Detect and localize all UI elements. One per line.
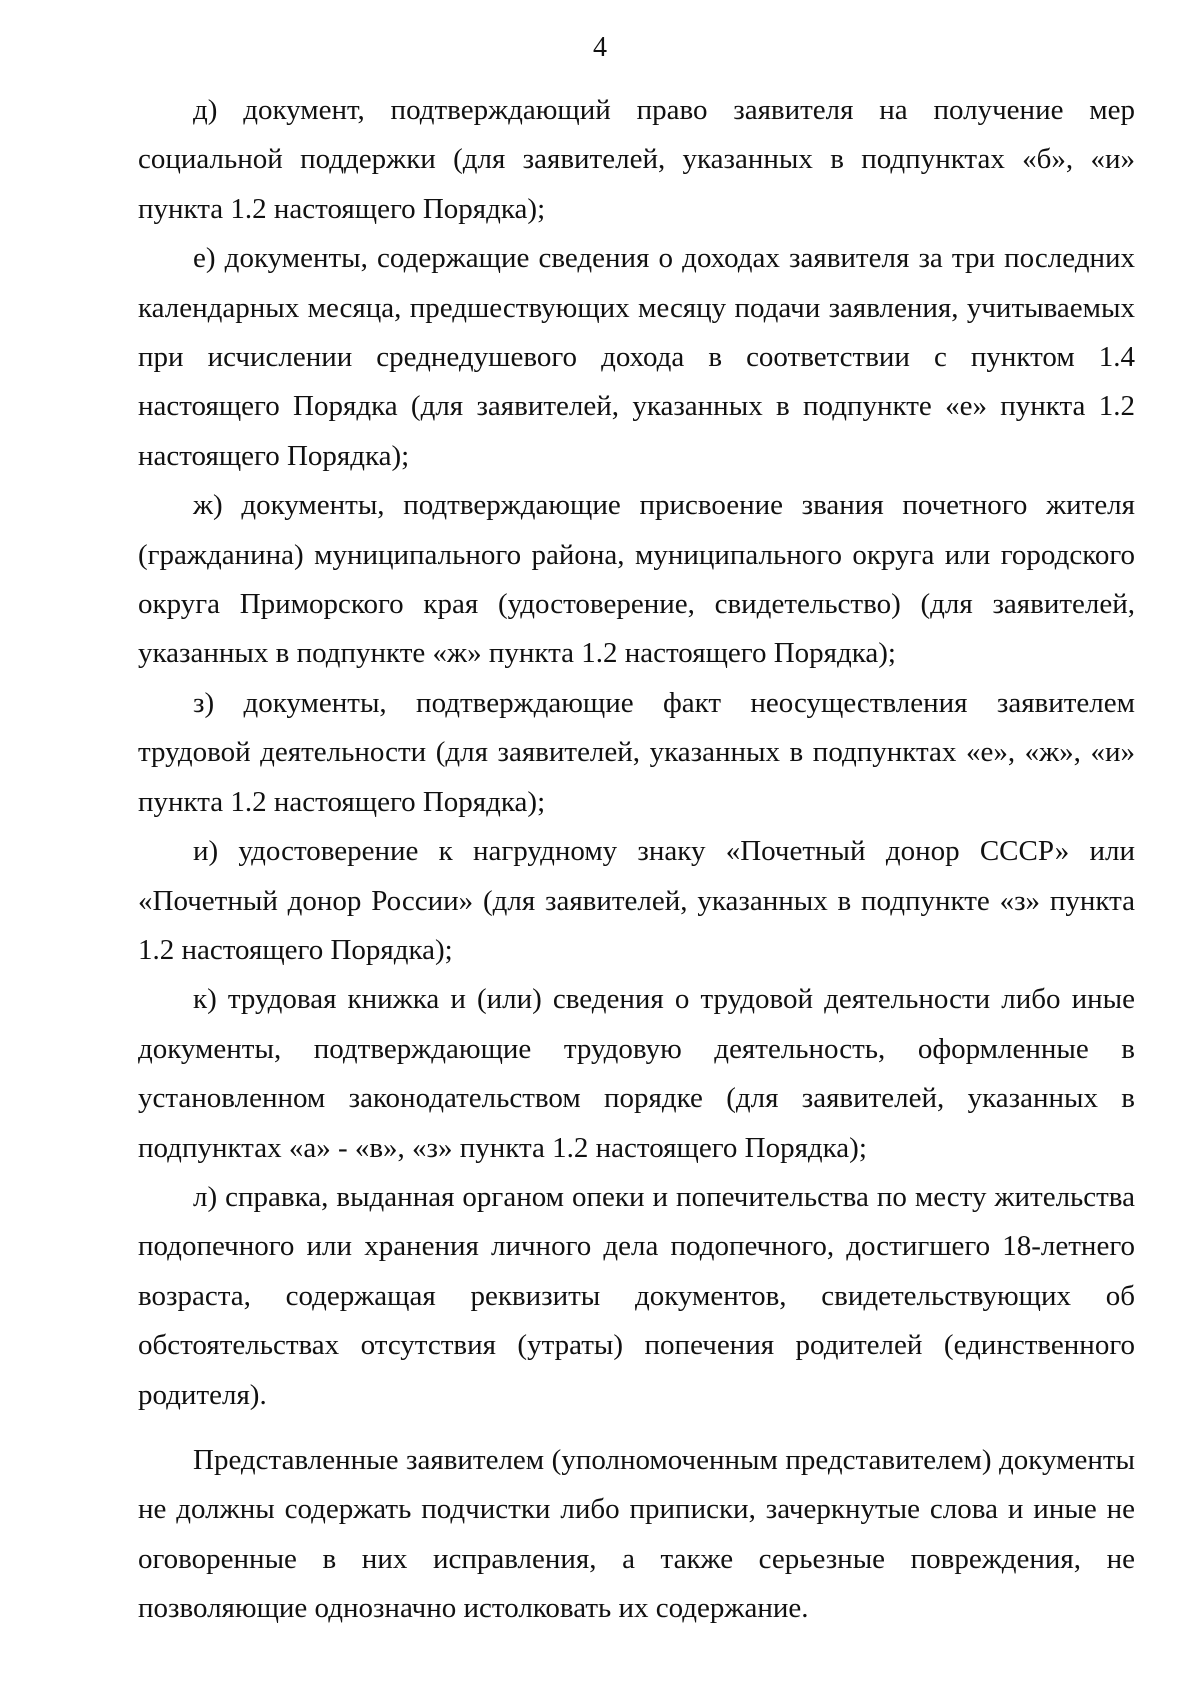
paragraph-zh: ж) документы, подтверждающие присвоение звания почетного жителя (гражданина) муниципального района, муниципального округа или городского округа Приморского края (удостоверение, свидетельство) (для заявителей, указанных в подпункте «ж» пункта 1.2 настоящего Порядка); — [138, 489, 1135, 670]
paragraph-d: д) документ, подтверждающий право заявителя на получение мер социальной поддержки (для заявителей, указанных в подпунктах «б», «и» пункта 1.2 настоящего Порядка); — [138, 94, 1135, 225]
paragraph-i: и) удостоверение к нагрудному знаку «Почетный донор СССР» или «Почетный донор России» (для заявителей, указанных в подпункте «з» пункта 1.2 настоящего Порядка); — [138, 835, 1135, 966]
page-number: 4 — [593, 32, 607, 63]
paragraph-e: е) документы, содержащие сведения о доходах заявителя за три последних календарных месяца, предшествующих месяцу подачи заявления, учитываемых при исчислении среднедушевого дохода в соответствии с пунктом 1.4 настоящего Порядка (для заявителей, указанных в подпункте «е» пункта 1.2 настоящего Порядка); — [138, 242, 1135, 472]
paragraph-z: з) документы, подтверждающие факт неосуществления заявителем трудовой деятельности (для заявителей, указанных в подпунктах «е», «ж», «и» пункта 1.2 настоящего Порядка); — [138, 686, 1135, 818]
document-body — [138, 86, 1135, 1634]
paragraph-requirements: Представленные заявителем (уполномоченным представителем) документы не должны содержать подчистки либо приписки, зачеркнутые слова и иные не оговоренные в них исправления, а также серьезные повреждения, не позволяющие однозначно истолковать их содержание. — [138, 1443, 1135, 1625]
paragraph-k: к) трудовая книжка и (или) сведения о трудовой деятельности либо иные документы, подтверждающие трудовую деятельность, оформленные в установленном законодательством порядке (для заявителей, указанных в подпунктах «а» - «в», «з» пункта 1.2 настоящего Порядка); — [138, 983, 1135, 1164]
paragraph-l: л) справка, выданная органом опеки и попечительства по месту жительства подопечного или хранения личного дела подопечного, достигшего 18-летнего возраста, содержащая реквизиты документов, свидетельствующих об обстоятельствах отсутствия (утраты) попечения родителей (единственного родителя). — [138, 1180, 1135, 1411]
